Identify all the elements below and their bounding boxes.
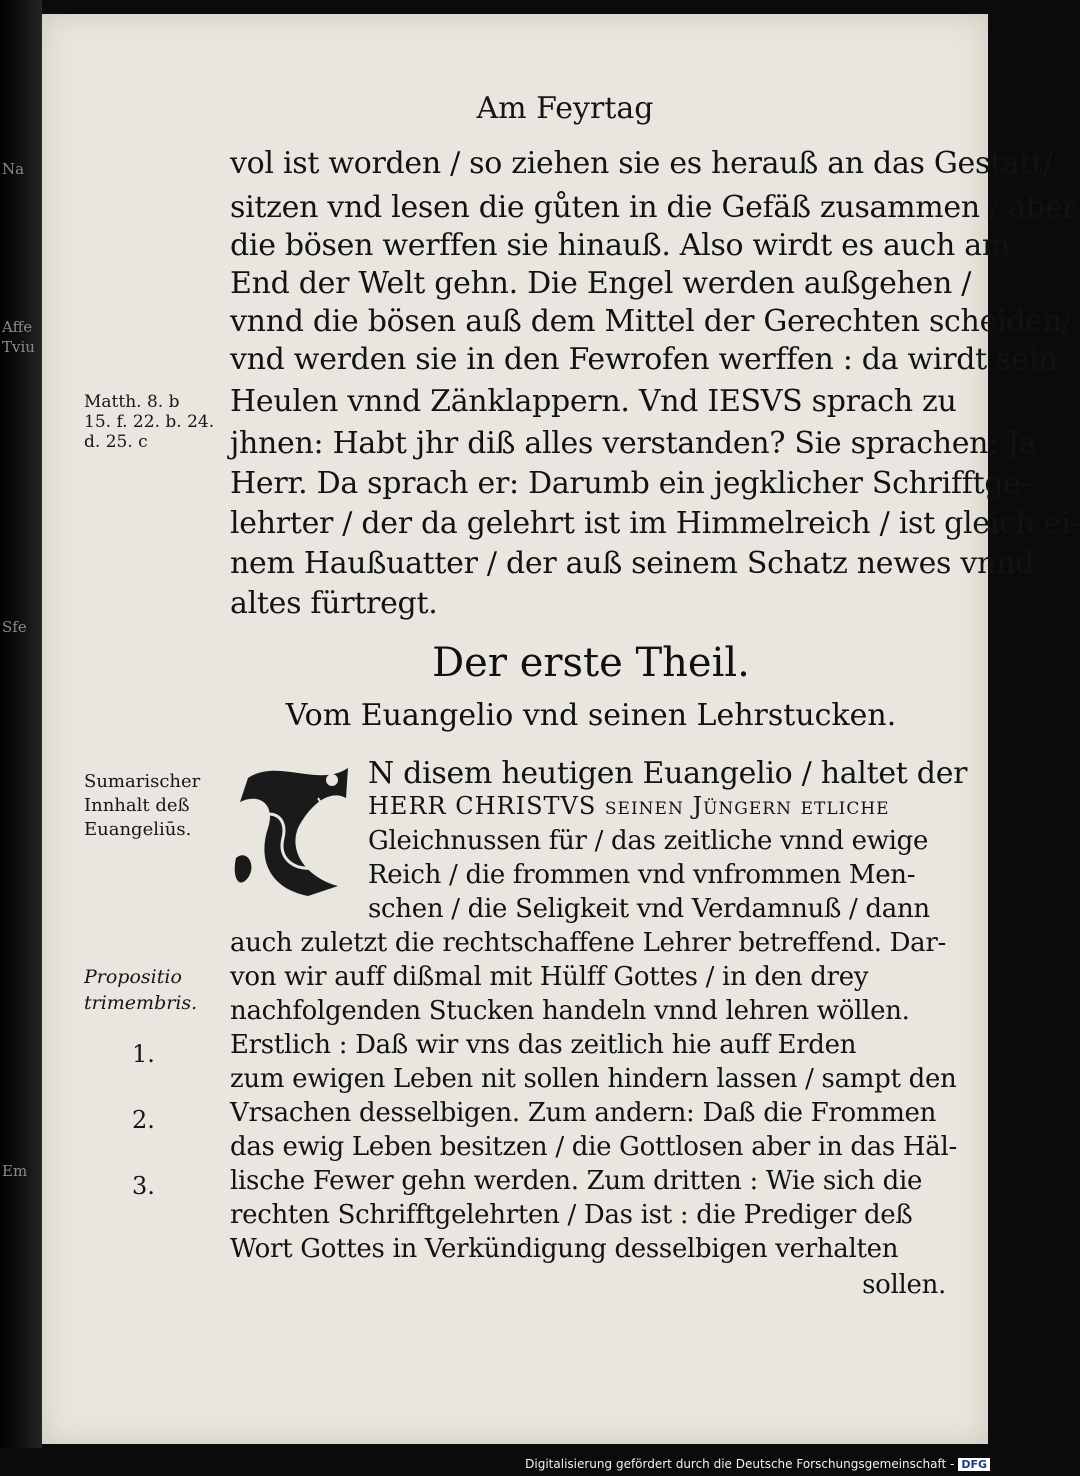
margin-line: d. 25. c — [84, 432, 148, 452]
dfg-logo: DFG — [958, 1458, 990, 1471]
text-line — [230, 384, 957, 419]
adjacent-page-strip — [0, 0, 42, 1448]
digitization-footer — [0, 1457, 990, 1471]
text-line: zum ewigen Leben nit sollen hindern lassen / sampt den — [230, 1064, 957, 1094]
margin-line: Matth. 8. b — [84, 392, 180, 412]
text-line: Gleichnussen für / das zeitliche vnnd ewige — [368, 826, 929, 856]
text-line: Reich / die frommen vnd vnfrommen Men- — [368, 860, 916, 890]
margin-line: Propositio — [84, 966, 182, 988]
text-line: Wort Gottes in Verkündigung desselbigen verhalten — [230, 1234, 899, 1264]
text-line: HERR CHRISTVS seinen Jüngern etliche — [368, 792, 890, 820]
text-line: Erstlich : Daß wir vns das zeitlich hie auff Erden — [230, 1030, 857, 1060]
side-fragment: Em — [2, 1162, 28, 1180]
text-line: N disem heutigen Euangelio / haltet der — [368, 756, 968, 791]
side-fragment: Tviu — [2, 338, 35, 356]
marginal-propositio — [84, 964, 224, 1016]
text-line: lehrter / der da gelehrt ist im Himmelreich / ist gleich ei- — [230, 506, 1080, 541]
text-line: nem Haußuatter / der auß seinem Schatz newes vnnd — [230, 546, 1034, 581]
text-line: jhnen: Habt jhr diß alles verstanden? Sie sprachen: Ja — [230, 426, 1037, 461]
enumeration-number: 2. — [132, 1106, 155, 1134]
side-fragment: Sfe — [2, 618, 27, 636]
text-line: vol ist worden / so ziehen sie es herauß an das Gestatt/ — [230, 146, 1053, 181]
text-line: sollen. — [862, 1270, 946, 1300]
decorated-initial — [228, 758, 368, 900]
side-fragment: Na — [2, 160, 25, 178]
initial-letter — [278, 788, 306, 870]
text-line: von wir auff dißmal mit Hülff Gottes / in den drey — [230, 962, 869, 992]
text-line: altes fürtregt. — [230, 586, 438, 621]
running-header: Am Feyrtag — [476, 91, 654, 126]
text-line: lische Fewer gehn werden. Zum dritten : Wie sich die — [230, 1166, 923, 1196]
text-line: sitzen vnd lesen die gůten in die Gefäß zusammen / aber — [230, 190, 1077, 225]
section-heading: Der erste Theil. — [432, 640, 750, 686]
text-line: nachfolgenden Stucken handeln vnnd lehren wöllen. — [230, 996, 910, 1026]
margin-line: Euangeliūs. — [84, 819, 192, 840]
marginal-reference — [84, 392, 224, 452]
text-segment: Heulen vnnd Zänklappern. Vnd IESVS sprach zu — [230, 384, 957, 419]
enumeration-number: 1. — [132, 1040, 155, 1068]
footer-text: Digitalisierung gefördert durch die Deutsche Forschungsgemeinschaft - — [525, 1457, 955, 1471]
text-line: vnd werden sie in den Fewrofen werffen : da wirdt sein — [230, 342, 1058, 377]
text-line: Vrsachen desselbigen. Zum andern: Daß die Frommen — [230, 1098, 937, 1128]
text-line: die bösen werffen sie hinauß. Also wirdt es auch am — [230, 228, 1011, 263]
margin-line: Sumarischer — [84, 771, 201, 792]
margin-line: Innhalt deß — [84, 795, 190, 816]
margin-line: 15. f. 22. b. 24. — [84, 412, 215, 432]
section-subheading: Vom Euangelio vnd seinen Lehrstucken. — [285, 698, 897, 733]
text-line: das ewig Leben besitzen / die Gottlosen aber in das Häl- — [230, 1132, 957, 1162]
text-line: vnnd die bösen auß dem Mittel der Gerechten scheiden/ — [230, 304, 1072, 339]
text-line: schen / die Seligkeit vnd Verdamnuß / dann — [368, 894, 930, 924]
marginal-summary — [84, 770, 224, 842]
text-line: Herr. Da sprach er: Darumb ein jegklicher Schrifftge- — [230, 466, 1031, 501]
text-line: rechten Schrifftgelehrten / Das ist : die Prediger deß — [230, 1200, 913, 1230]
margin-line: trimembris. — [84, 992, 198, 1014]
side-fragment: Affe — [2, 318, 33, 336]
text-line: End der Welt gehn. Die Engel werden außgehen / — [230, 266, 972, 301]
enumeration-number: 3. — [132, 1172, 155, 1200]
text-line: auch zuletzt die rechtschaffene Lehrer betreffend. Dar- — [230, 928, 946, 958]
